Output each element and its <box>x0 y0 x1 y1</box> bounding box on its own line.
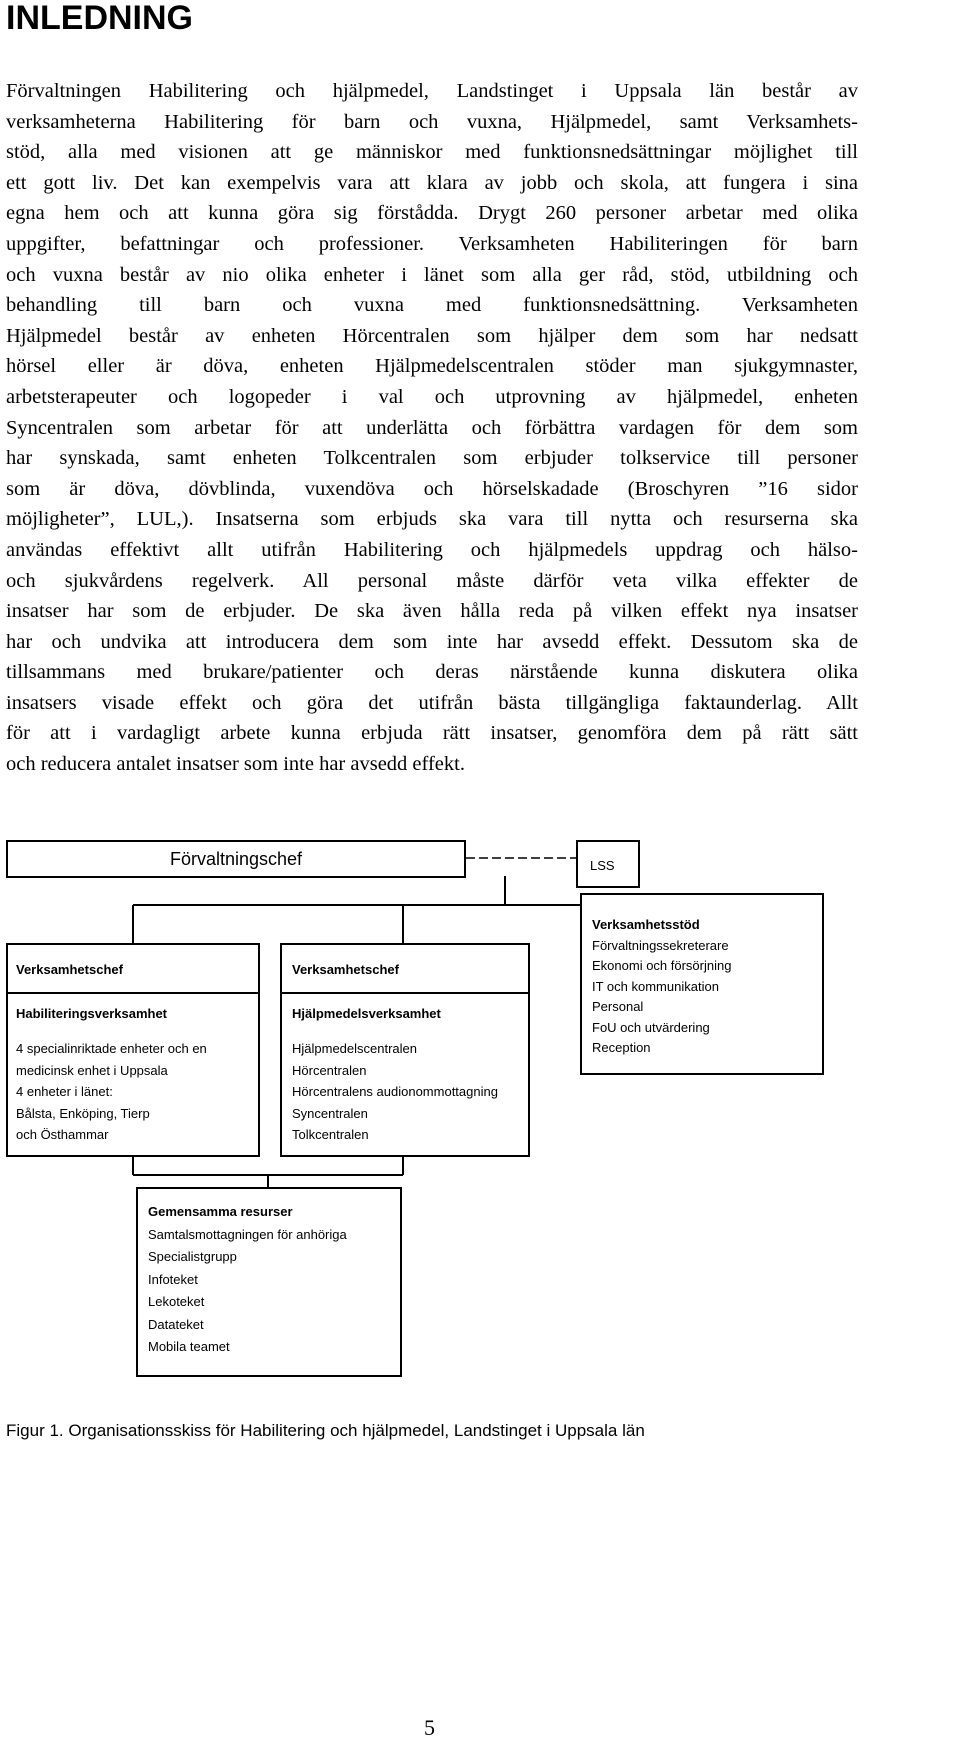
habilitering-item: medicinsk enhet i Uppsala <box>16 1062 168 1078</box>
paragraph-line: ett gott liv. Det kan exempelvis vara att klara av jobb och skola, att fungera i sina <box>6 171 858 194</box>
paragraph-line: behandling till barn och vuxna med funktionsnedsättning. Verksamheten <box>6 294 858 317</box>
paragraph-line: Syncentralen som arbetar för att underlätta och förbättra vardagen för dem som <box>6 416 858 439</box>
habilitering-item: 4 enheter i länet: <box>16 1084 113 1099</box>
page-number: 5 <box>424 1715 435 1740</box>
verksamhetsstod-item: Ekonomi och försörjning <box>592 958 732 973</box>
lss-box <box>576 840 640 888</box>
habilitering-divider <box>6 992 260 994</box>
paragraph-line: hörsel eller är döva, enheten Hjälpmedelscentralen stöder man sjukgymnaster, <box>6 355 858 378</box>
hjalpmedel-item: Tolkcentralen <box>292 1127 369 1142</box>
gemensamma-item: Specialistgrupp <box>148 1249 237 1264</box>
paragraph-line: och reducera antalet insatser som inte har avsedd effekt. <box>6 753 465 776</box>
paragraph-line: uppgifter, befattningar och professioner. Verksamheten Habiliteringen för barn <box>6 232 858 255</box>
gemensamma-item: Mobila teamet <box>148 1339 230 1354</box>
paragraph-line: har synskada, samt enheten Tolkcentralen som erbjuder tolkservice till personer <box>6 447 858 470</box>
paragraph-line: för att i vardagligt arbete kunna erbjuda rätt insatser, genomföra dem på rätt sätt <box>6 722 858 745</box>
verksamhetsstod-item: FoU och utvärdering <box>592 1019 710 1035</box>
chief-label: Förvaltningschef <box>169 849 303 869</box>
paragraph-line: och sjukvårdens regelverk. All personal måste därför veta vilka effekter de <box>6 569 858 592</box>
verksamhetsstod-box <box>580 893 824 1075</box>
paragraph-line: möjligheter”, LUL,). Insatserna som erbjuds ska vara till nytta och resurserna ska <box>6 508 858 531</box>
habilitering-chef-label: Verksamhetschef <box>16 962 123 977</box>
gemensamma-item: Lekoteket <box>148 1294 205 1309</box>
paragraph-line: och vuxna består av nio olika enheter i länet som alla ger råd, stöd, utbildning och <box>6 263 858 286</box>
paragraph-line: verksamheterna Habilitering för barn och vuxna, Hjälpmedel, samt Verksamhets- <box>6 110 858 133</box>
lss-label: LSS <box>590 858 615 873</box>
verksamhetsstod-item: IT och kommunikation <box>592 978 719 994</box>
figure-caption: Figur 1. Organisationsskiss för Habilitering och hjälpmedel, Landstinget i Uppsala län <box>6 1421 645 1440</box>
hjalpmedel-chef-label: Verksamhetschef <box>292 962 399 977</box>
gemensamma-title: Gemensamma resurser <box>148 1204 293 1219</box>
verksamhetsstod-item: Reception <box>592 1040 651 1055</box>
habilitering-item: och Östhammar <box>16 1127 109 1142</box>
gemensamma-item: Samtalsmottagningen för anhöriga <box>148 1226 347 1242</box>
paragraph-line: egna hem och att kunna göra sig förstådda. Drygt 260 personer arbetar med olika <box>6 202 858 225</box>
gemensamma-item: Infoteket <box>148 1271 198 1287</box>
page-heading: INLEDNING <box>6 0 193 37</box>
hjalpmedel-item: Syncentralen <box>292 1105 368 1121</box>
hjalpmedel-item: Hörcentralen <box>292 1062 367 1078</box>
hjalpmedel-item: Hörcentralens audionommottagning <box>292 1084 498 1099</box>
hjalpmedel-item: Hjälpmedelscentralen <box>292 1041 418 1056</box>
paragraph-line: stöd, alla med visionen att ge människor med funktionsnedsättningar möjlighet till <box>6 141 858 164</box>
hjalpmedel-divider <box>280 992 530 994</box>
paragraph-line: som är döva, dövblinda, vuxendöva och hörselskadade (Broschyren ”16 sidor <box>6 477 858 500</box>
hjalpmedel-box <box>280 943 530 1157</box>
gemensamma-item: Datateket <box>148 1316 204 1332</box>
paragraph-line: Förvaltningen Habilitering och hjälpmedel, Landstinget i Uppsala län består av <box>6 80 858 102</box>
verksamhetsstod-item: Personal <box>592 999 644 1014</box>
habilitering-item: 4 specialinriktade enheter och en <box>16 1041 207 1056</box>
hjalpmedel-title: Hjälpmedelsverksamhet <box>292 1005 441 1021</box>
paragraph-line: har och undvika att introducera dem som inte har avsedd effekt. Dessutom ska de <box>6 630 858 653</box>
habilitering-title: Habiliteringsverksamhet <box>16 1005 168 1021</box>
habilitering-item: Bålsta, Enköping, Tierp <box>16 1105 150 1121</box>
gemensamma-box <box>136 1187 402 1377</box>
paragraph-line: användas effektivt allt utifrån Habilitering och hjälpmedels uppdrag och hälso- <box>6 538 858 561</box>
paragraph-line: Hjälpmedel består av enheten Hörcentralen som hjälper dem som har nedsatt <box>6 324 858 347</box>
paragraph-line: insatsers visade effekt och göra det utifrån bästa tillgängliga faktaunderlag. Allt <box>6 691 858 714</box>
verksamhetsstod-item: Förvaltningssekreterare <box>592 937 729 953</box>
verksamhetsstod-title: Verksamhetsstöd <box>592 917 700 932</box>
habilitering-box <box>6 943 260 1157</box>
paragraph-line: arbetsterapeuter och logopeder i val och utprovning av hjälpmedel, enheten <box>6 385 858 408</box>
paragraph-line: insatser har som de erbjuder. De ska även hålla reda på vilken effekt nya insatser <box>6 600 858 623</box>
chief-box <box>6 840 466 878</box>
paragraph-line: tillsammans med brukare/patienter och deras närstående kunna diskutera olika <box>6 661 858 684</box>
